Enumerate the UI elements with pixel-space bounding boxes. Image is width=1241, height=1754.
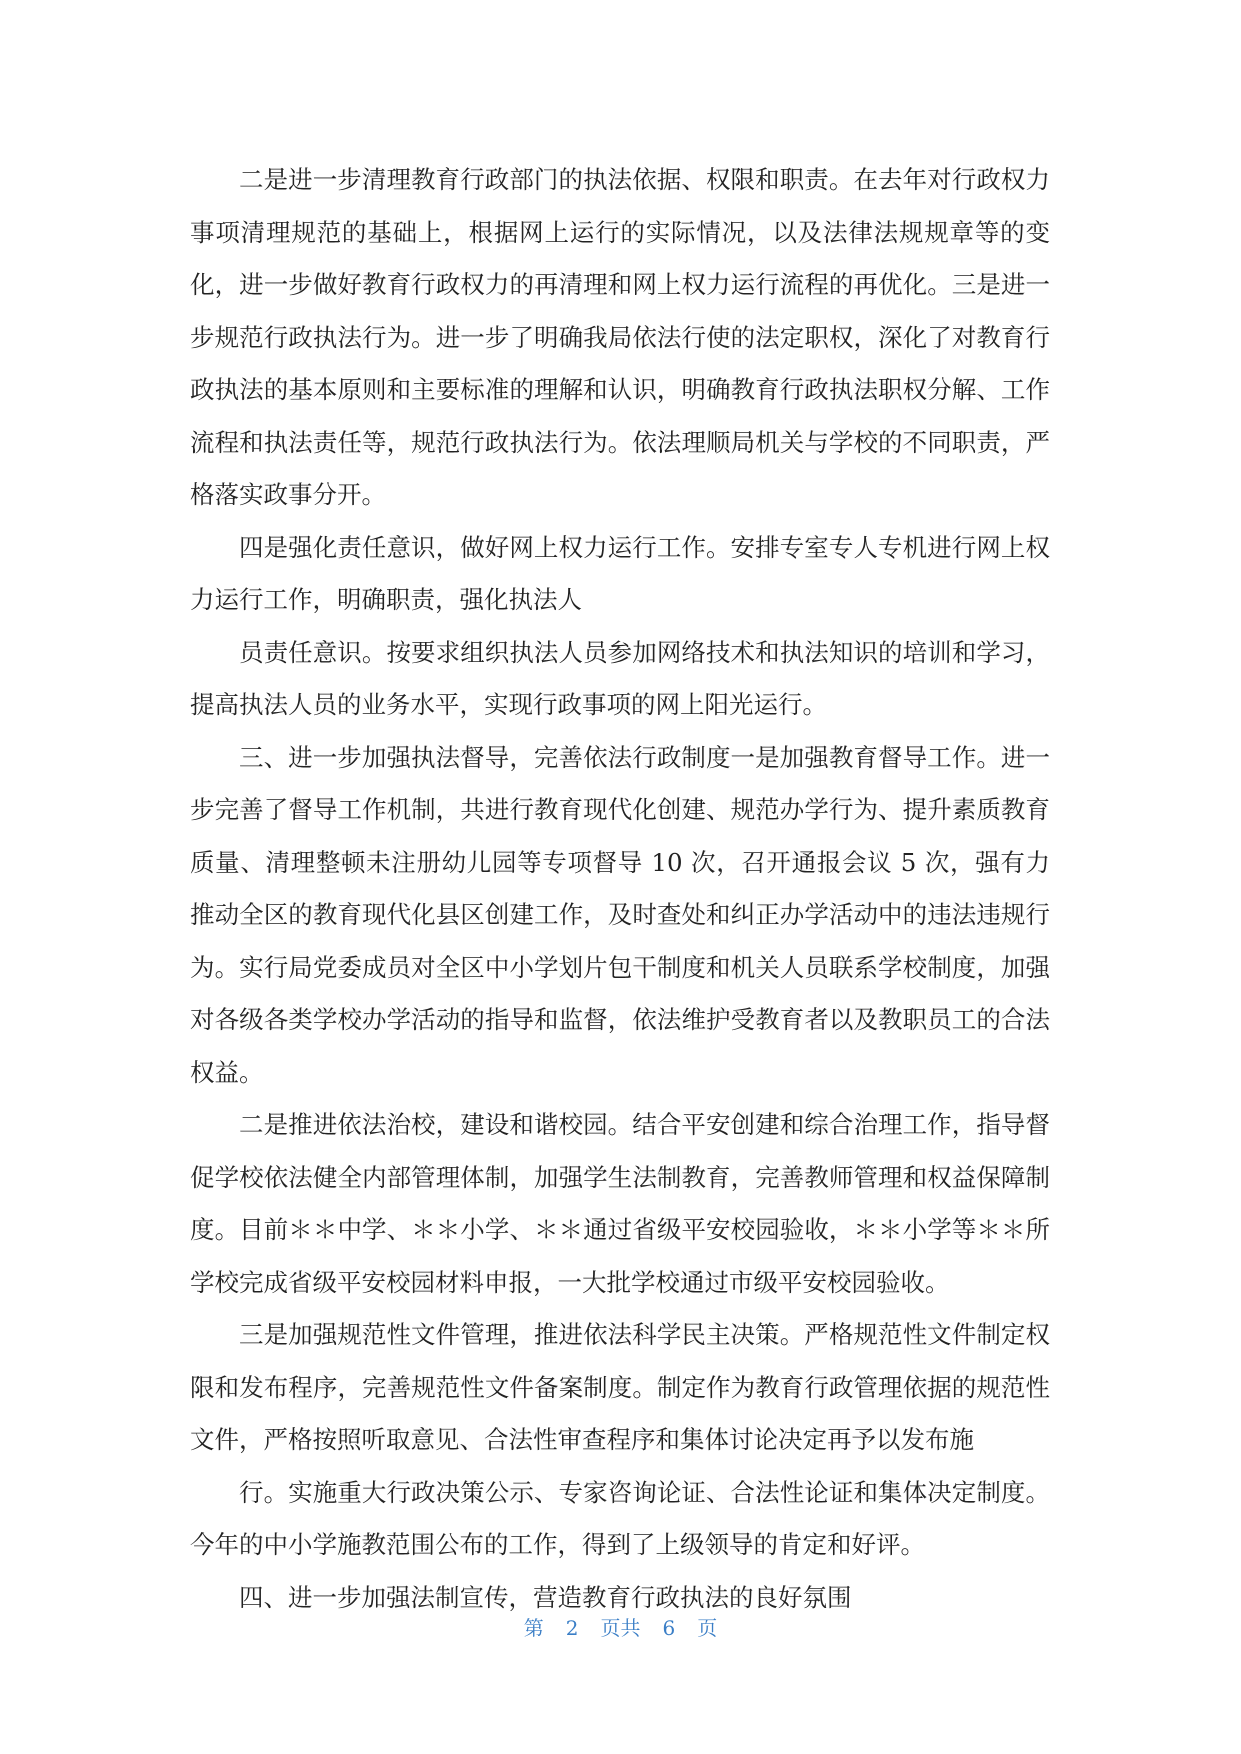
paragraph-5: 二是推进依法治校，建设和谐校园。结合平安创建和综合治理工作，指导督促学校依法健全内部管理体制，加强学生法制教育，完善教师管理和权益保障制度。目前＊＊中学、＊＊小学、＊＊通过省级平安校园验收，＊＊小学等＊＊所学校完成省级平安校园材料申报，一大批学校通过市级平安校园验收。 — [190, 1110, 1050, 1297]
paragraph-6: 三是加强规范性文件管理，推进依法科学民主决策。严格规范性文件制定权限和发布程序，完善规范性文件备案制度。制定作为教育行政管理依据的规范性文件，严格按照听取意见、合法性审查程序和集体讨论决定再予以发布施 — [190, 1320, 1050, 1454]
paragraph-4: 三、进一步加强执法督导，完善依法行政制度一是加强教育督导工作。进一步完善了督导工作机制，共进行教育现代化创建、规范办学行为、提升素质教育质量、清理整顿未注册幼儿园等专项督导 10 次，召开通报会议 5 次，强有力推动全区的教育现代化县区创建工作，及时查处和纠正办学活动中的违法违规行为。实行局党委成员对全区中小学划片包干制度和机关人员联系学校制度，加强对各级各类学校办学活动的指导和监督，依法维护受教育者以及教职员工的合法权益。 — [190, 742, 1050, 1087]
paragraph-2: 四是强化责任意识，做好网上权力运行工作。安排专室专人专机进行网上权力运行工作，明确职责，强化执法人 — [190, 532, 1050, 614]
footer-page-number: 2 — [565, 1616, 579, 1640]
footer-total-pages: 6 — [662, 1616, 676, 1640]
paragraph-8: 四、进一步加强法制宣传，营造教育行政执法的良好氛围 — [239, 1582, 852, 1612]
document-body — [190, 154, 1050, 1624]
footer-ye: 页 — [697, 1616, 718, 1640]
paragraph-7: 行。实施重大行政决策公示、专家咨询论证、合法性论证和集体决定制度。今年的中小学施教范围公布的工作，得到了上级领导的肯定和好评。 — [190, 1477, 1050, 1559]
paragraph-3: 员责任意识。按要求组织执法人员参加网络技术和执法知识的培训和学习，提高执法人员的业务水平，实现行政事项的网上阳光运行。 — [190, 637, 1050, 719]
footer-di: 第 — [523, 1616, 544, 1640]
footer-ye-gong: 页共 — [600, 1616, 641, 1640]
paragraph-1: 二是进一步清理教育行政部门的执法依据、权限和职责。在去年对行政权力事项清理规范的基础上，根据网上运行的实际情况，以及法律法规规章等的变化，进一步做好教育行政权力的再清理和网上权力运行流程的再优化。三是进一步规范行政执法行为。进一步了明确我局依法行使的法定职权，深化了对教育行政执法的基本原则和主要标准的理解和认识，明确教育行政执法职权分解、工作流程和执法责任等，规范行政执法行为。依法理顺局机关与学校的不同职责，严格落实政事分开。 — [190, 165, 1050, 509]
page-footer — [0, 1612, 1241, 1641]
